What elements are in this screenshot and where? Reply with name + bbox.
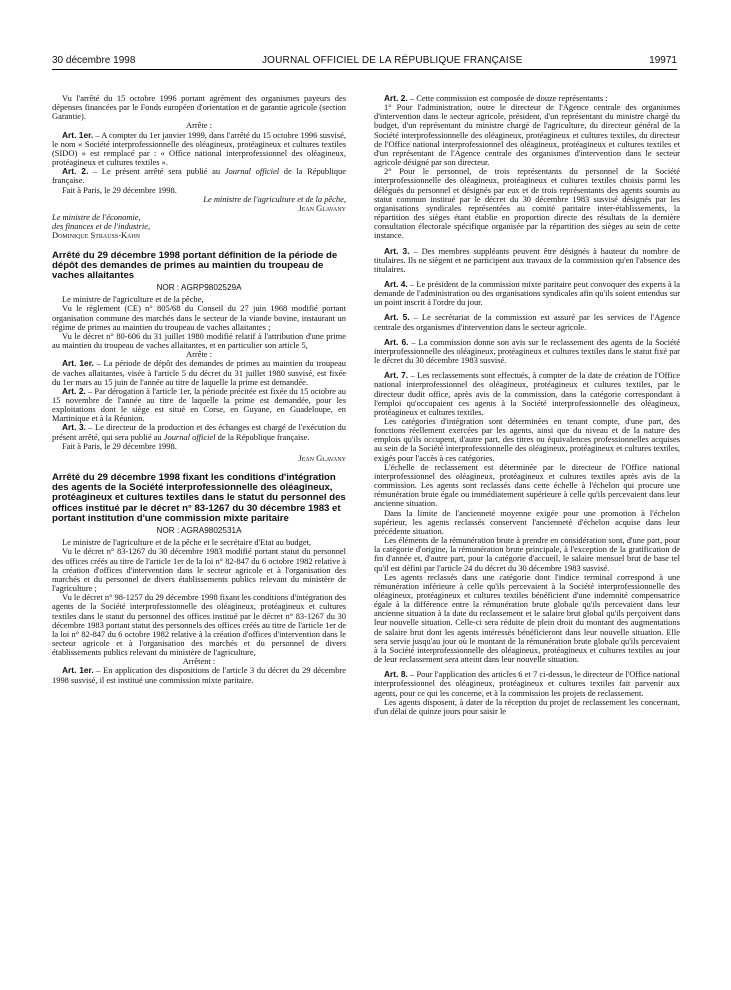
arrete-heading: Arrêtent : [182,656,216,667]
nor-reference: NOR : AGRP9802529A [156,283,242,293]
article-1 [52,131,346,168]
article-text: – Le présent arrêté sera publié au [88,166,225,177]
article-text: – Le président de la commission mixte paritaire peut convoquer des experts à la demande de l'administration ou des organisations syndicales afin qu'ils soient entendus sur un point inscrit à l'ordre du jour. [374,278,680,308]
article-label: Art. 3. [62,422,87,433]
article-label: Art. 1er. [62,129,94,140]
decree-title: Arrêté du 29 décembre 1998 portant définition de la période de dépôt des demandes de primes au maintien du troupeau de vaches allaitantes [52,249,338,281]
article-label: Art. 6. [384,336,409,347]
paragraph: Vu l'arrêté du 15 octobre 1996 portant agrément des organismes payeurs des dépenses financées par le Fonds européen d'orientation et de garantie agricole (section Garantie). [52,93,346,122]
article-text: – Des membres suppléants peuvent être désignés à hauteur du nombre de titulaires. Ils ne siègent et ne participent aux travaux de la commission qu'en l'absence des titulaires. [374,245,680,274]
article-5 [374,313,680,331]
signatory-name: Dominique Strauss-Kahn [52,230,141,241]
article-label: Art. 5. [384,312,410,323]
header-journal-title: JOURNAL OFFICIEL DE LA RÉPUBLIQUE FRANÇAISE [261,55,523,66]
article-8 [374,670,680,697]
paragraph: Les catégories d'intégration sont déterminées en tenant compte, d'une part, des fonctions réellement exercées par les agents, ainsi que du niveau et de la nature des emplois qu'ils occupent, d'autre part, des titres ou équivalences professionnelles acquises au sein de la Société interprofessionnelle des oléagineux, protéagineux et cultures textiles, exigés pour l'accès à ces catégories. [374,416,680,463]
left-column [52,94,346,685]
article-text: – Le directeur de la production et des échanges est chargé de l'exécution du présent arrêté, qui sera publié au [52,422,346,442]
article-label: Art. 2. [384,93,408,103]
arrete-heading: Arrête : [185,349,212,360]
article-text: – Pour l'application des articles 6 et 7 ci-dessus, le directeur de l'Office national interprofessionnel des oléagineux, protéagineux et cultures textiles fait parvenir aux agents, pour ce qui les concerne, et à la commission les projets de reclassement. [374,669,680,698]
paragraph: Les éléments de la rémunération brute à prendre en considération sont, d'une part, pour la catégorie d'origine, la rémunération brute principale, à l'exception de la gratification de fin d'année et, d'autre part, pour la catégorie d'accueil, le salaire mensuel brut de base tel qu'il est défini par l'article 24 du décret du 30 décembre 1983 susvisé. [374,535,680,573]
paragraph: Vu le décret n° 98-1257 du 29 décembre 1998 fixant les conditions d'intégration des agents de la Société interprofessionnelle des oléagineux, protéagineux et cultures textiles dans le statut du personnel des offices institué par le décret n° 83-1267 du 30 décembre 1983 portant statut des personnels des offices créés au titre de l'article 1er de la loi n° 82-847 du 6 octobre 1982 relative à la création d'offices d'intervention dans le secteur agricole et à l'organisation des marchés et du personnel de divers établissements publics relevant du ministère de l'agriculture, [52,592,346,658]
paragraph: Le ministre de l'agriculture et de la pêche, [62,294,204,305]
article-label: Art. 7. [384,370,409,381]
article-text: – La période de dépôt des demandes de primes au maintien du troupeau de vaches allaitantes, visée à l'article 5 du décret du 31 juillet 1980 susvisé, est fixée du 1er mars au 15 juin de l'année au titre de laquelle la prime est demandée. [52,358,346,387]
arrete-heading: Arrête : [185,120,212,131]
article-7 [374,371,680,417]
article-text: – A compter du 1er janvier 1999, dans l'arrêté du 15 octobre 1996 susvisé, le nom « Société interprofessionnelle des oléagineux, protéagineux et cultures textiles (SIDO) » est remplacé par : « Office national interprofessionnel des oléagineux, protéagineux et cultures textiles ». [52,129,346,168]
article-label: Art. 8. [384,669,408,680]
decree-title: Arrêté du 29 décembre 1998 fixant les conditions d'intégration des agents de la Société interprofessionnelle des oléagineux, protéagineux et cultures textiles dans le statut du personnel des offices institué par le décret n° 83-1267 du 30 décembre 1983 et portant institution d'une commission mixte paritaire [52,472,346,524]
article-text: – Cette commission est composée de douze représentants : [407,93,608,103]
article-text: – Par dérogation à l'article 1er, la période précitée est fixée du 15 octobre au 15 novembre de l'année au titre de laquelle la prime est demandée, pour les exploitations dont le siège est situé en Corse, en Guyane, en Guadeloupe, en Martinique et à la Réunion. [52,385,346,424]
paragraph: Les agents disposent, à dater de la réception du projet de reclassement les concernant, d'un délai de quinze jours pour saisir le [374,696,680,716]
article-label: Art. 2. [62,166,89,177]
article-2 [52,387,346,424]
journal-officiel-ref: Journal officiel [224,166,280,177]
article-4 [374,280,680,307]
article-text: – La commission donne son avis sur le reclassement des agents de la Société interprofessionnelle des oléagineux, protéagineux et cultures textiles dans le statut fixé par le décret du 30 décembre 1983 susvisé. [374,336,680,366]
signatory-role: Le ministre de l'économie, [52,212,141,223]
paragraph: 1° Pour l'administration, outre le directeur de l'Agence centrale des organismes d'intervention dans le secteur agricole, président, d'un représentant du ministre chargé du budget, d'un représentant du ministre chargé de l'agriculture, du directeur général de la Société interprofessionnelle des oléagineux, protéagineux et cultures textiles, du directeur de l'Office national interprofessionnel des oléagineux, protéagineux et cultures textiles et d'un représentant de l'Agence centrale des organismes d'intervention dans le secteur agricole désigné par son directeur. [374,102,680,168]
signatory-name: Jean Glavany [298,452,346,463]
article-6 [374,338,680,365]
article-3 [52,423,346,441]
paragraph: Le ministre de l'agriculture et de la pêche et le secrétaire d'Etat au budget, [62,537,312,548]
paragraph: Vu le décret n° 80-606 du 31 juillet 1980 modifié relatif à l'attribution d'une prime au maintien du troupeau de vaches allaitantes, et en particulier son article 5, [52,330,346,351]
article-label: Art. 4. [384,278,408,289]
article-label: Art. 3. [384,245,410,256]
article-2 [52,167,346,185]
journal-officiel-ref: Journal officiel [163,431,216,442]
article-label: Art. 2. [62,385,86,396]
article-text: – Le secrétariat de la commission est assuré par les services de l'Agence centrale des organismes d'intervention dans le secteur agricole. [374,312,680,332]
signatory-role: des finances et de l'industrie, [52,221,151,232]
fait-a-paris: Fait à Paris, le 29 décembre 1998. [62,184,177,195]
page-header [52,55,677,70]
fait-a-paris: Fait à Paris, le 29 décembre 1998. [62,440,177,451]
header-page-number: 19971 [649,55,677,66]
signatory-role: Le ministre de l'agriculture et de la pêche, [203,193,346,204]
article-text: de la République française. [52,166,346,186]
article-text: – Les reclassements sont effectués, à compter de la date de création de l'Office national interprofessionnel des oléagineux, protéagineux et cultures textiles, par le directeur dudit office, après avis de la commission, dans la catégorie correspondant à l'emploi qu'occupaient ces agents à la Société interprofessionnelle des oléagineux, protéagineux et cultures textiles. [374,370,680,417]
article-3 [374,247,680,274]
article-label: Art. 1er. [62,358,94,369]
right-column [374,94,680,716]
article-text: de la République française. [215,431,310,442]
header-date: 30 décembre 1998 [52,55,136,66]
paragraph: Les agents reclassés dans une catégorie dont l'indice terminal correspond à une rémunération inférieure à celle qu'ils percevaient à la Société interprofessionnelle des oléagineux, protéagineux et cultures textiles bénéficient d'une indemnité compensatrice égale à la différence entre la rémunération brute globale qu'ils percevaient dans leur ancienne situation à la date du reclassement et le salaire brut global qu'ils perçoivent dans leur nouvelle situation. Celle-ci sera réduite de plein droit du montant des augmentations de salaire brut dont les agents intéressés bénéficieront dans leur nouvelle situation. Elle sera servie jusqu'au jour où le montant de la rémunération brute globale qu'ils percevaient à la Société interprofessionnelle des oléagineux, protéagineux et cultures textiles au jour de leur reclassement sera atteint dans leur nouvelle situation. [374,571,680,665]
paragraph: Dans la limite de l'ancienneté moyenne exigée pour une promotion à l'échelon supérieur, les agents reclassés conservent l'ancienneté d'échelon acquise dans leur précédente situation. [374,507,680,536]
paragraph: Vu le règlement (CE) n° 805/68 du Conseil du 27 juin 1968 modifié portant organisation commune des marchés dans le secteur de la viande bovine, instaurant un régime de primes au maintien du troupeau de vaches allaitantes ; [52,303,346,332]
paragraph: 2° Pour le personnel, de trois représentants du personnel de la Société interprofessionnelle des oléagineux, protéagineux et cultures textiles choisis parmi les délégués du personnel et désignés par eux et de trois représentants des agents soumis au statut commun institué par le décret du 30 décembre 1983 susvisé désignés par les organisations syndicales représentées au comité paritaire inter-établissements, la répartition des sièges étant établie en proportion directe des résultats de la dernière consultation électorale spécifique organisée par la répartition des sièges au sein de cette instance. [374,166,680,241]
paragraph: L'échelle de reclassement est déterminée par le directeur de l'Office national interprofessionnel des oléagineux, protéagineux et cultures textiles après avis de la commission. Les agents sont reclassés dans cette échelle à l'échelon qui procure une rémunération brute égale ou immédiatement supérieure à celle qu'ils percevaient dans leur ancienne situation. [374,461,680,509]
paragraph: Vu le décret n° 83-1267 du 30 décembre 1983 modifié portant statut du personnel des offices créés au titre de l'article 1er de la loi n° 82-847 du 6 octobre 1982 relative à la création d'offices d'intervention dans le secteur agricole et à l'organisation des marchés et du personnel de divers établissements publics relevant du ministère de l'agriculture ; [52,546,346,594]
article-label: Art. 1er. [62,665,94,676]
nor-reference: NOR : AGRA9802531A [156,526,242,536]
article-1 [52,666,346,684]
signatory-name: Jean Glavany [298,202,346,213]
article-1 [52,359,346,386]
article-text: – En application des dispositions de l'article 3 du décret du 29 décembre 1998 susvisé, il est institué une commission mixte paritaire. [52,665,346,685]
